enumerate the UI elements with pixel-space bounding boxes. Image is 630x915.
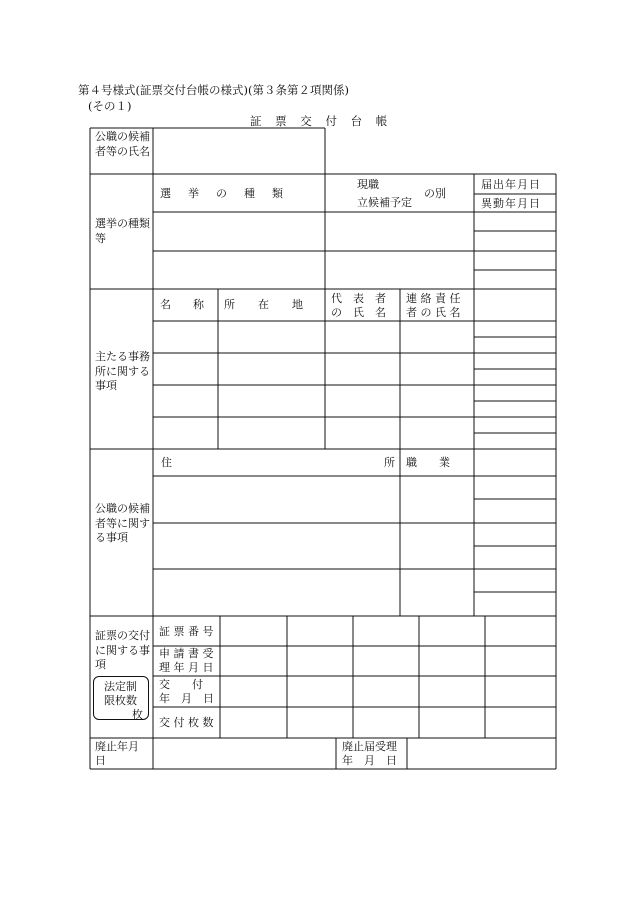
application-date-header-top: 申 請 書 受 xyxy=(159,647,214,660)
changed-date-header: 異動年月日 xyxy=(481,197,541,210)
filed-date-header: 届出年月日 xyxy=(481,178,541,191)
office-section-label: 主たる事務所に関する事項 xyxy=(95,350,150,392)
form-part-number: (その１) xyxy=(88,99,132,113)
abolition-notice-label-bottom: 年 月 日 xyxy=(342,754,397,767)
form-style-title: 第４号様式(証票交付台帳の様式)(第３条第２項関係) xyxy=(78,83,349,97)
issue-date-header-bottom: 年 月 日 xyxy=(159,692,214,705)
certificate-section-label: 証票の交付に関する事項 xyxy=(95,629,150,671)
election-section-label: 選挙の種類等 xyxy=(95,217,150,245)
status-planned-label: 立候補予定 xyxy=(357,196,412,209)
election-type-header: 選 挙 の 種 類 xyxy=(160,187,286,200)
application-date-header-bottom: 理 年 月 日 xyxy=(159,661,214,674)
contact-person-header-bottom: 者 の 氏 名 xyxy=(406,306,461,319)
representative-header-bottom: の 氏 名 xyxy=(331,306,386,319)
issue-date-header-top: 交 付 xyxy=(159,678,203,691)
status-current-label: 現職 xyxy=(357,178,379,191)
representative-header-top: 代 表 者 xyxy=(331,292,386,305)
legal-limit-label-1: 法定制 xyxy=(104,680,137,693)
office-address-header: 所 在 地 xyxy=(224,298,309,311)
abolition-date-label-bottom: 日 xyxy=(95,754,106,767)
candidate-address-header-start: 住 xyxy=(161,456,172,469)
candidate-name-label: 公職の候補者等の氏名 xyxy=(95,130,150,158)
certificate-number-header: 証 票 番 号 xyxy=(159,625,214,638)
contact-person-header-top: 連 絡 責 任 xyxy=(406,292,461,305)
issue-count-header: 交 付 枚 数 xyxy=(159,716,214,729)
ledger-title: 証 票 交 付 台 帳 xyxy=(250,114,393,128)
abolition-notice-label-top: 廃止届受理 xyxy=(342,740,397,753)
legal-limit-label-2: 限枚数 xyxy=(104,694,137,707)
office-name-header: 名 称 xyxy=(160,298,204,311)
candidate-section-label: 公職の候補者等に関する事項 xyxy=(95,502,150,544)
candidate-address-header-end: 所 xyxy=(384,456,395,469)
candidate-occupation-header: 職 業 xyxy=(406,456,450,469)
abolition-date-label-top: 廃止年月 xyxy=(95,740,139,753)
status-distinction-label: の別 xyxy=(424,187,446,200)
legal-limit-label-3: 枚 xyxy=(132,708,143,721)
